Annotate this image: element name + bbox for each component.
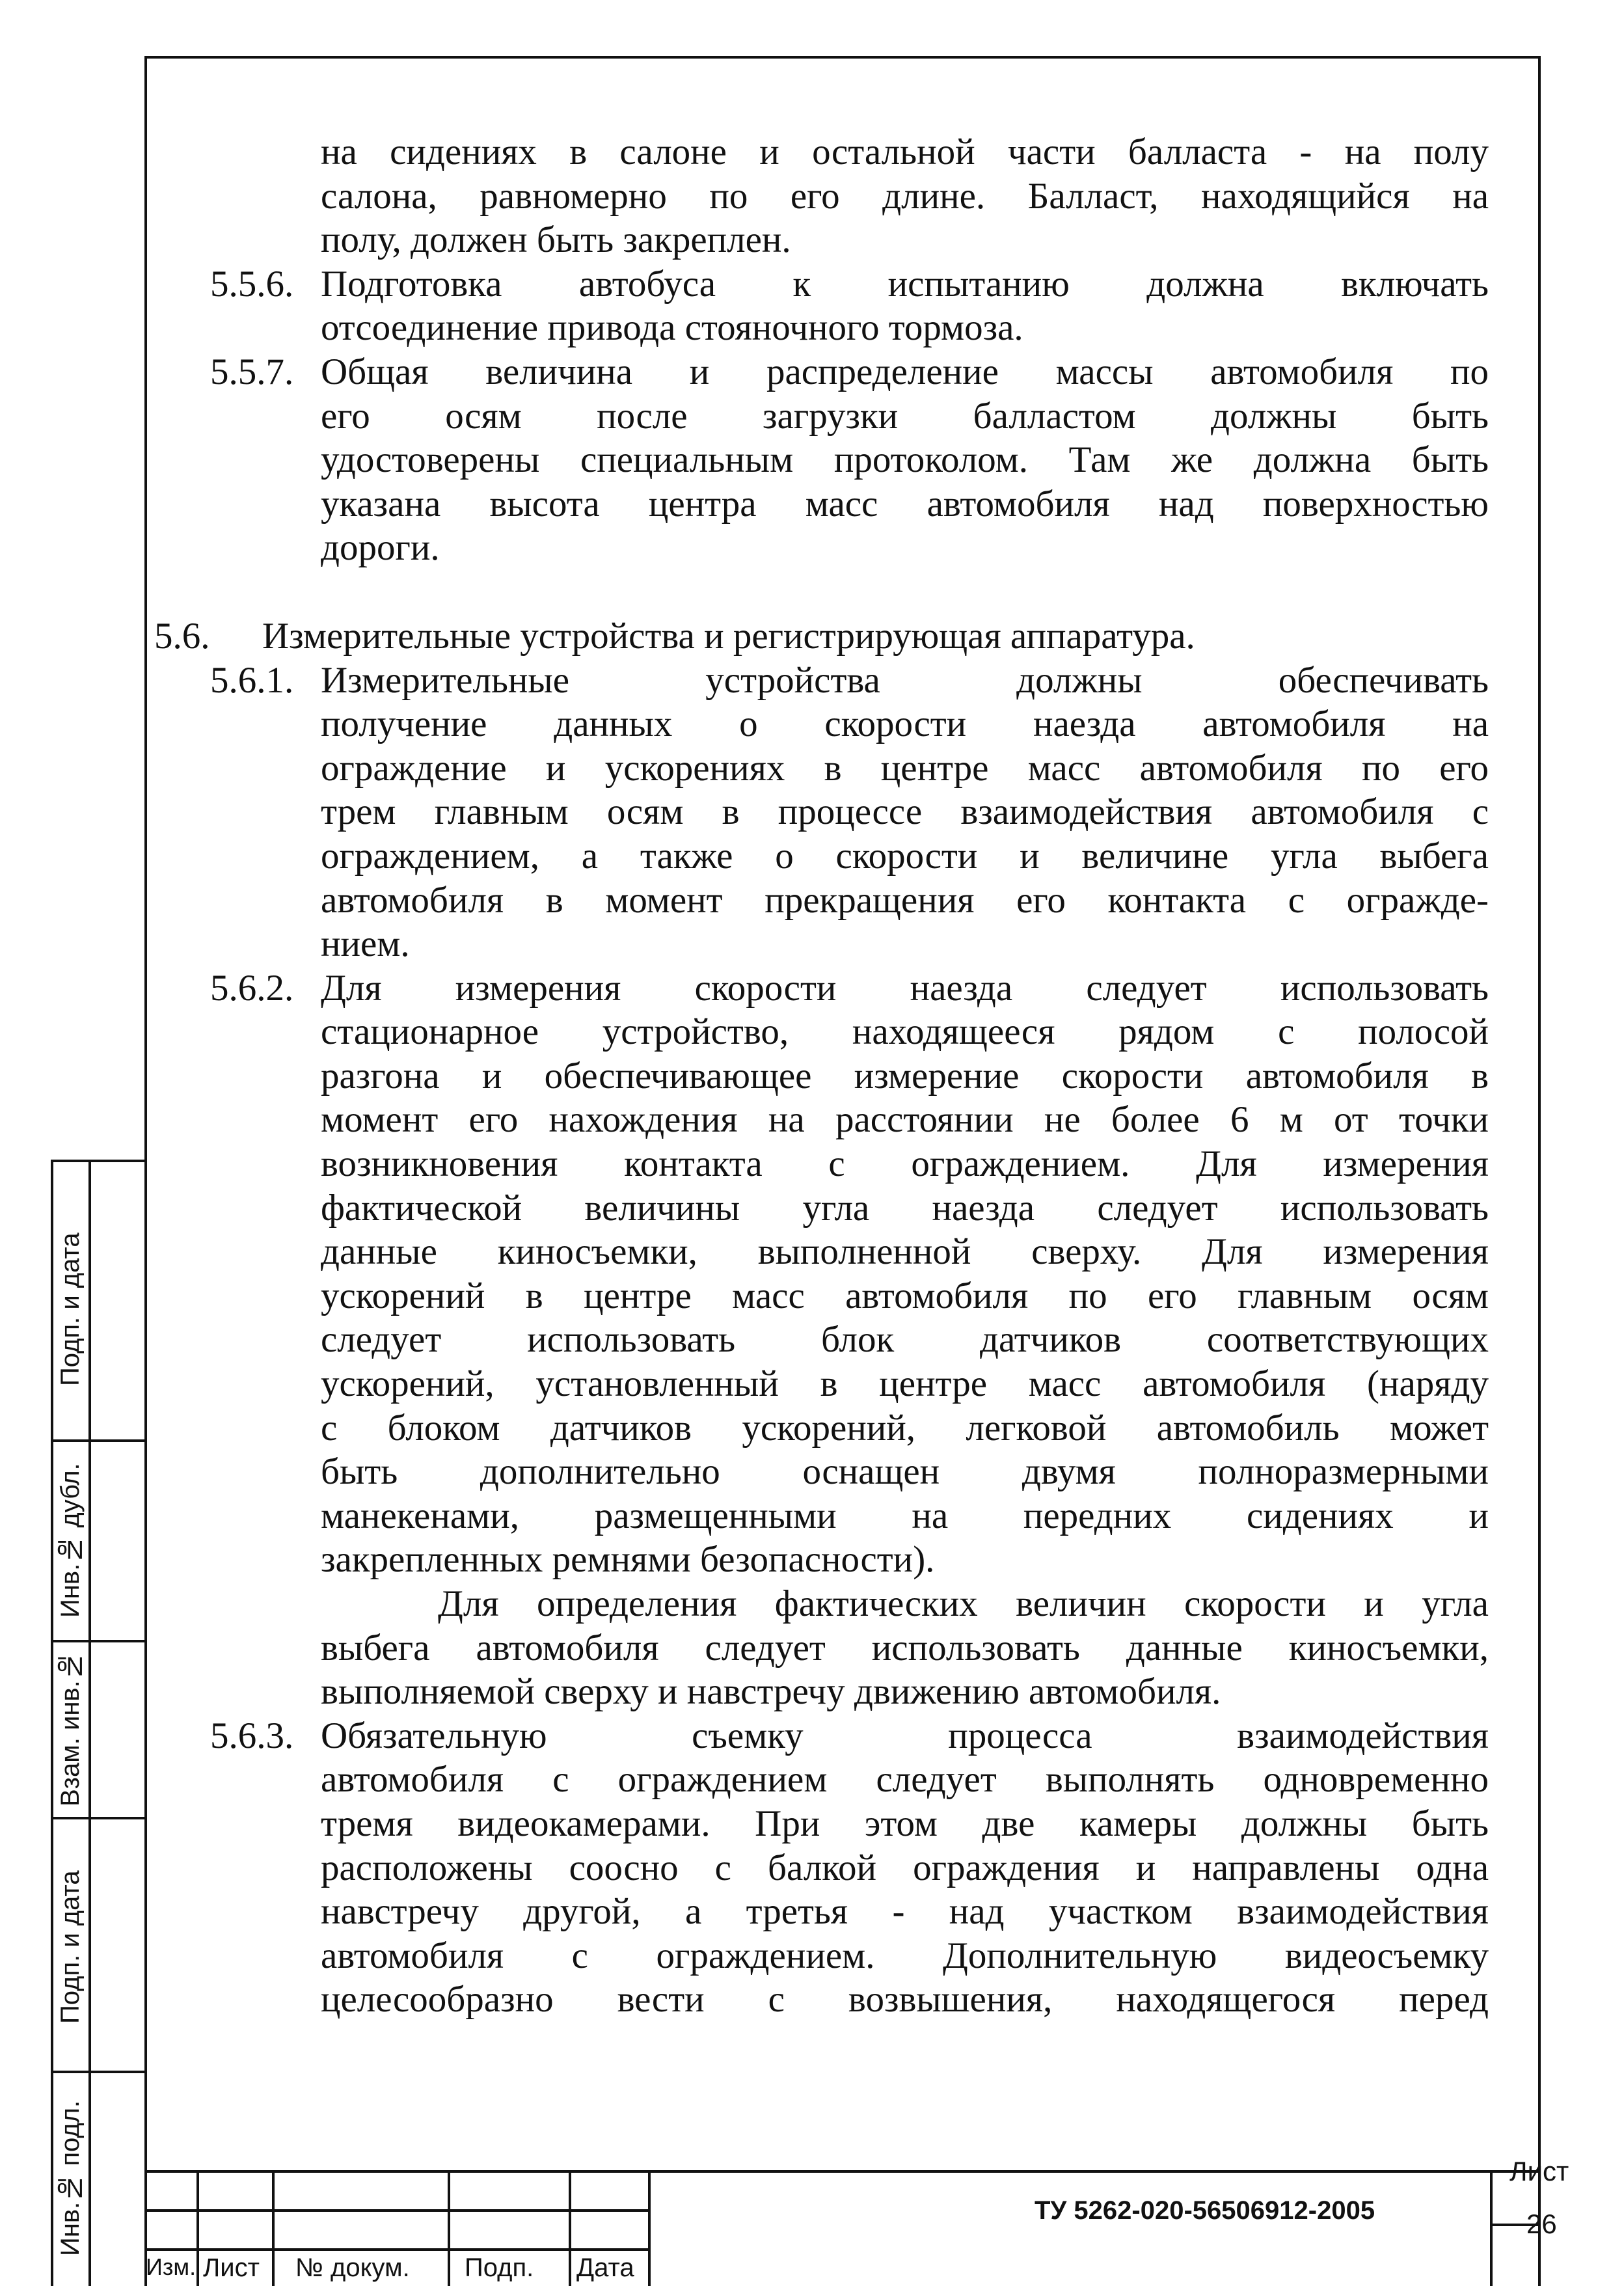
title-block [144,2170,1541,2286]
text-line: быть дополнительно оснащен двумя полноразмерными [321,1451,1489,1493]
text-line: автомобиля с ограждением следует выполнять одновременно [321,1759,1489,1801]
stamp-line [648,2170,651,2286]
text-line: выполняемой сверху и навстречу движению автомобиля. [321,1671,1221,1713]
side-divider [51,1160,144,1162]
text-line: Для измерения скорости наезда следует использовать [321,967,1489,1009]
text-line: Подготовка автобуса к испытанию должна включать [321,263,1489,305]
text-line: следует использовать блок датчиков соответствующих [321,1319,1489,1361]
side-divider [51,2071,144,2073]
clause-number: 5.6.2. [210,967,294,1009]
text-line: навстречу другой, а третья - над участком взаимодействия [321,1891,1489,1933]
stamp-line [196,2170,199,2286]
text-line: данные киносъемки, выполненной сверху. Для измерения [321,1231,1489,1273]
stamp-caption-doc-number: № докум. [295,2253,410,2282]
text-line: автомобиля в момент прекращения его контакта с огражде- [321,879,1489,921]
text-line: разгона и обеспечивающее измерение скорости автомобиля в [321,1055,1489,1096]
clause-number: 5.6.3. [210,1715,294,1756]
clause-number: 5.5.7. [210,351,294,392]
stamp-caption-date: Дата [576,2253,634,2282]
text-line: возникновения контакта с ограждением. Для измерения [321,1143,1489,1185]
clause-5-5-6 [210,262,1489,306]
text-line: расположены соосно с балкой ограждения и направлены одна [321,1847,1489,1888]
clause-5-6-2 [210,966,1489,1011]
paragraph-first-line: Для определения фактических величин скорости и угла [438,1583,1489,1624]
text-line: трем главным осям в процессе взаимодействия автомобиля с [321,791,1489,833]
text-line: на сидениях в салоне и остальной части балласта - на полу [321,131,1489,172]
side-divider [51,1640,144,1642]
side-label-signature-date-2: Подп. и дата [56,1870,85,2024]
side-divider [51,1817,144,1819]
stamp-caption-sheet: Лист [203,2253,260,2282]
text-line: Обязательную съемку процесса взаимодействия [321,1715,1489,1756]
text-line: удостоверены специальным протоколом. Там же должна быть [321,439,1489,481]
sheet-number: 26 [1526,2209,1557,2239]
text-line: отсоединение привода стояночного тормоза. [321,307,1023,349]
clause-5-6-3 [210,1714,1489,1758]
text-line: целесообразно вести с возвышения, находящегося перед [321,1979,1489,2021]
text-line: указана высота центра масс автомобиля над поверхностью [321,483,1489,524]
text-line: фактической величины угла наезда следует использовать [321,1187,1489,1229]
text-line: получение данных о скорости наезда автомобиля на [321,703,1489,745]
stamp-line [448,2170,450,2286]
sheet-label: Лист [1509,2156,1569,2186]
section-number: 5.6. [154,615,210,657]
text-line: автомобиля с ограждением. Дополнительную видеосъемку [321,1935,1489,1976]
side-label-signature-date: Подп. и дата [56,1232,85,1386]
clause-number: 5.6.1. [210,659,294,701]
stamp-line [272,2170,275,2286]
text-line: ускорений в центре масс автомобиля по его главным осям [321,1275,1489,1316]
text-line: выбега автомобиля следует использовать данные киносъемки, [321,1627,1489,1668]
text-line: ограждение и ускорениях в центре масс автомобиля по его [321,747,1489,789]
stamp-caption-change: Изм. [146,2253,196,2280]
document-code: ТУ 5262-020-56506912-2005 [1035,2196,1375,2225]
text-line: манекенами, размещенными на передних сидениях и [321,1495,1489,1536]
clause-number: 5.5.6. [210,263,294,305]
text-line: дороги. [321,527,440,569]
stamp-line [144,2209,651,2212]
document-body [154,130,1489,2022]
side-strip [51,1160,144,2286]
text-line: нием. [321,923,410,965]
section-title: Измерительные устройства и регистрирующая аппаратура. [262,615,1195,657]
clause-5-6-1 [210,659,1489,703]
text-line: ограждением, а также о скорости и величине угла выбега [321,835,1489,877]
text-line: с блоком датчиков ускорений, легковой автомобиль может [321,1407,1489,1449]
text-line: Измерительные устройства должны обеспечивать [321,659,1489,701]
side-label-dup-inventory: Инв.№ дубл. [56,1463,85,1618]
stamp-line [144,2170,1541,2173]
section-5-6-heading [154,614,1489,659]
text-line: закрепленных ремнями безопасности). [321,1539,935,1581]
text-line: тремя видеокамерами. При этом две камеры должны быть [321,1803,1489,1844]
text-line: полу, должен быть закреплен. [321,219,791,261]
stamp-line [144,2248,651,2251]
text-line: салона, равномерно по его длине. Балласт, находящийся на [321,175,1489,217]
text-line: его осям после загрузки балластом должны быть [321,395,1489,437]
text-line: ускорений, установленный в центре масс автомобиля (наряду [321,1363,1489,1405]
stamp-line [569,2170,571,2286]
clause-5-5-7 [210,350,1489,394]
stamp-caption-signature: Подп. [465,2253,534,2282]
side-label-replacement-inventory: Взам. инв.№ [56,1652,85,1807]
text-line: Общая величина и распределение массы автомобиля по [321,351,1489,392]
side-label-original-inventory: Инв.№ подл. [56,2100,85,2256]
text-line: момент его нахождения на расстоянии не более 6 м от точки [321,1099,1489,1141]
text-line: стационарное устройство, находящееся рядом с полосой [321,1011,1489,1053]
side-divider [51,1439,144,1442]
stamp-line [1490,2170,1493,2286]
